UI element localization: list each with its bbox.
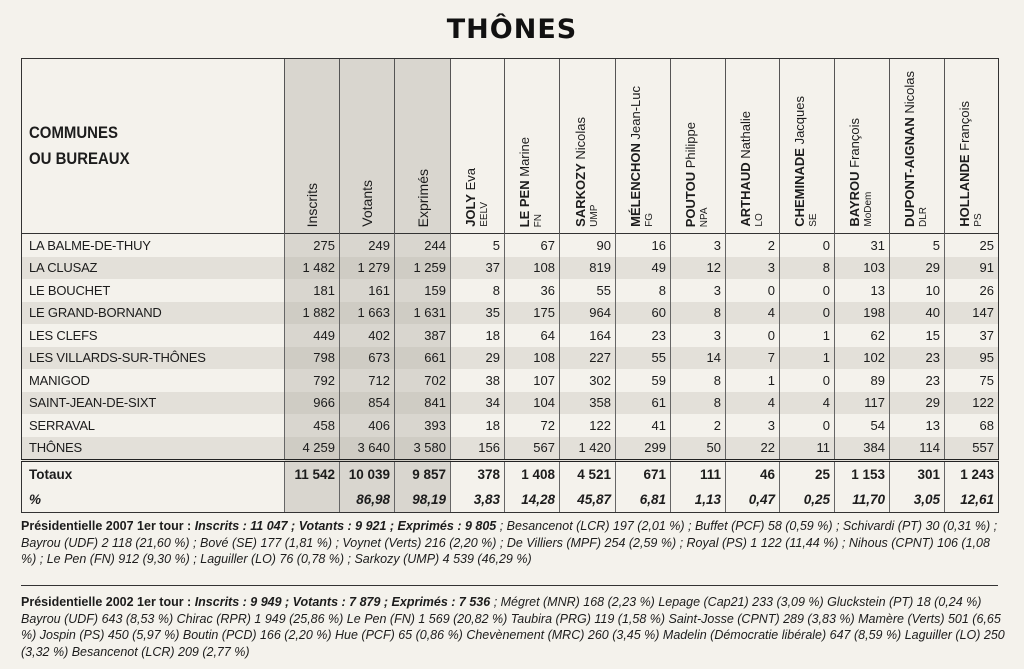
- table-cell: 37: [451, 257, 505, 280]
- table-cell: 8: [780, 257, 835, 280]
- table-cell: 10: [890, 279, 945, 302]
- totals-cell: 4 521: [560, 461, 616, 488]
- percent-label: %: [22, 487, 285, 513]
- totals-cell: 1 243: [945, 461, 999, 488]
- table-cell: 1 882: [285, 302, 340, 325]
- table-cell: 0: [780, 234, 835, 257]
- header-candidate-cheminade: CHEMINADE Jacques SE: [780, 59, 835, 234]
- table-cell: 8: [671, 392, 726, 415]
- table-cell: 67: [505, 234, 560, 257]
- commune-name: LES CLEFS: [22, 324, 285, 347]
- table-cell: 4 259: [285, 437, 340, 461]
- header-candidate-arthaud: ARTHAUD Nathalie LO: [726, 59, 780, 234]
- percent-cell: 0,47: [726, 487, 780, 513]
- table-cell: 4: [726, 302, 780, 325]
- table-cell: 114: [890, 437, 945, 461]
- commune-name: THÔNES: [22, 437, 285, 461]
- table-cell: 702: [395, 369, 451, 392]
- table-cell: 227: [560, 347, 616, 370]
- table-cell: 1: [726, 369, 780, 392]
- header-candidate-hollande: HOLLANDE François PS: [945, 59, 999, 234]
- percent-cell: 98,19: [395, 487, 451, 513]
- table-cell: 4: [780, 392, 835, 415]
- table-cell: 1 663: [340, 302, 395, 325]
- note-2007: [21, 518, 1006, 568]
- commune-name: MANIGOD: [22, 369, 285, 392]
- table-cell: 22: [726, 437, 780, 461]
- table-cell: 792: [285, 369, 340, 392]
- table-cell: 661: [395, 347, 451, 370]
- table-row: [22, 369, 999, 392]
- table-cell: 5: [451, 234, 505, 257]
- table-cell: 458: [285, 414, 340, 437]
- percent-cell: 3,83: [451, 487, 505, 513]
- note-2007-totals: Inscrits : 11 047 ; Votants : 9 921 ; Exprimés : 9 805: [194, 519, 497, 533]
- table-cell: 841: [395, 392, 451, 415]
- table-cell: 275: [285, 234, 340, 257]
- page-title: THÔNES: [446, 14, 578, 45]
- table-cell: 25: [945, 234, 999, 257]
- percent-row: [22, 487, 999, 513]
- commune-column-header: [22, 59, 285, 234]
- table-cell: 1 631: [395, 302, 451, 325]
- table-cell: 198: [835, 302, 890, 325]
- table-cell: 798: [285, 347, 340, 370]
- totals-label: Totaux: [22, 461, 285, 488]
- table-cell: 0: [780, 414, 835, 437]
- table-row: [22, 234, 999, 257]
- header-exprimes: Exprimés: [395, 59, 451, 234]
- table-cell: 34: [451, 392, 505, 415]
- table-cell: 104: [505, 392, 560, 415]
- totals-cell: 1 153: [835, 461, 890, 488]
- note-2002-totals: Inscrits : 9 949 ; Votants : 7 879 ; Exprimés : 7 536: [194, 595, 491, 609]
- table-cell: 29: [890, 257, 945, 280]
- table-row: [22, 257, 999, 280]
- table-cell: 41: [616, 414, 671, 437]
- table-cell: 8: [616, 279, 671, 302]
- commune-header-line2: OU BUREAUX: [29, 149, 130, 168]
- table-cell: 5: [890, 234, 945, 257]
- note-2002: [21, 594, 1006, 660]
- table-cell: 159: [395, 279, 451, 302]
- table-cell: 3: [726, 414, 780, 437]
- table-cell: 175: [505, 302, 560, 325]
- percent-cell: 6,81: [616, 487, 671, 513]
- table-cell: 55: [616, 347, 671, 370]
- table-cell: 14: [671, 347, 726, 370]
- table-row: [22, 392, 999, 415]
- totals-cell: 25: [780, 461, 835, 488]
- table-cell: 3 580: [395, 437, 451, 461]
- table-cell: 13: [890, 414, 945, 437]
- table-cell: 8: [451, 279, 505, 302]
- percent-cell: 12,61: [945, 487, 999, 513]
- percent-cell: 11,70: [835, 487, 890, 513]
- percent-cell: 1,13: [671, 487, 726, 513]
- totals-cell: 1 408: [505, 461, 560, 488]
- table-cell: 384: [835, 437, 890, 461]
- table-cell: 964: [560, 302, 616, 325]
- table-cell: 1 482: [285, 257, 340, 280]
- table-cell: 2: [671, 414, 726, 437]
- totals-cell: 111: [671, 461, 726, 488]
- table-cell: 156: [451, 437, 505, 461]
- table-cell: 11: [780, 437, 835, 461]
- table-cell: 75: [945, 369, 999, 392]
- table-cell: 64: [505, 324, 560, 347]
- table-cell: 29: [890, 392, 945, 415]
- percent-cell: 86,98: [340, 487, 395, 513]
- table-cell: 0: [780, 369, 835, 392]
- table-cell: 1 420: [560, 437, 616, 461]
- separator-line: [21, 585, 998, 586]
- table-cell: 90: [560, 234, 616, 257]
- table-cell: 819: [560, 257, 616, 280]
- table-cell: 8: [671, 369, 726, 392]
- table-cell: 164: [560, 324, 616, 347]
- header-candidate-le-pen: LE PEN Marine FN: [505, 59, 560, 234]
- table-cell: 18: [451, 414, 505, 437]
- table-cell: 36: [505, 279, 560, 302]
- table-cell: 854: [340, 392, 395, 415]
- table-cell: 13: [835, 279, 890, 302]
- percent-cell: 0,25: [780, 487, 835, 513]
- header-inscrits: Inscrits: [285, 59, 340, 234]
- table-row: [22, 302, 999, 325]
- header-candidate-melenchon: MÉLENCHON Jean-Luc FG: [616, 59, 671, 234]
- table-cell: 29: [451, 347, 505, 370]
- table-cell: 18: [451, 324, 505, 347]
- table-cell: 89: [835, 369, 890, 392]
- totals-cell: 11 542: [285, 461, 340, 488]
- table-cell: 1: [780, 324, 835, 347]
- totals-cell: 9 857: [395, 461, 451, 488]
- table-cell: 249: [340, 234, 395, 257]
- table-row: [22, 437, 999, 461]
- table-cell: 35: [451, 302, 505, 325]
- table-cell: 62: [835, 324, 890, 347]
- note-2007-label: Présidentielle 2007 1er tour :: [21, 519, 195, 533]
- table-row: [22, 347, 999, 370]
- commune-name: LES VILLARDS-SUR-THÔNES: [22, 347, 285, 370]
- commune-name: SAINT-JEAN-DE-SIXT: [22, 392, 285, 415]
- table-cell: 50: [671, 437, 726, 461]
- table-cell: 0: [726, 279, 780, 302]
- table-cell: 122: [560, 414, 616, 437]
- table-cell: 8: [671, 302, 726, 325]
- totals-cell: 46: [726, 461, 780, 488]
- table-cell: 1 259: [395, 257, 451, 280]
- totals-row: [22, 461, 999, 488]
- table-cell: 12: [671, 257, 726, 280]
- table-cell: 107: [505, 369, 560, 392]
- table-cell: 23: [890, 347, 945, 370]
- table-cell: 2: [726, 234, 780, 257]
- percent-cell: [285, 487, 340, 513]
- table-cell: 68: [945, 414, 999, 437]
- table-cell: 449: [285, 324, 340, 347]
- header-candidate-sarkozy: SARKOZY Nicolas UMP: [560, 59, 616, 234]
- table-cell: 3: [671, 234, 726, 257]
- table-cell: 108: [505, 257, 560, 280]
- table-cell: 673: [340, 347, 395, 370]
- header-candidate-dupont-aignan: DUPONT-AIGNAN Nicolas DLR: [890, 59, 945, 234]
- table-cell: 37: [945, 324, 999, 347]
- table-cell: 60: [616, 302, 671, 325]
- commune-name: LA CLUSAZ: [22, 257, 285, 280]
- table-cell: 147: [945, 302, 999, 325]
- table-cell: 0: [780, 279, 835, 302]
- results-table: [21, 58, 999, 513]
- commune-name: LE GRAND-BORNAND: [22, 302, 285, 325]
- note-2002-text: ; Mégret (MNR) 168 (2,23 %) Lepage (Cap21) 233 (3,09 %) Gluckstein (PT) 18 (0,24 %) Bayrou (UDF) 643 (8,53 %) Chirac (RPR) 1 949 (25,86 %) Le Pen (FN) 1 569 (20,82 %) Taubira (PRG) 119 (1,58 %) Saint-Josse (CPNT) 289 (3,83 %) Mamère (Verts) 501 (6,65 %) Jospin (PS) 450 (5,97 %) Boutin (PCD) 166 (2,20 %) Hue (PCF) 65 (0,86 %) Chevènement (MRC) 260 (3,45 %) Madelin (Démocratie libérale) 647 (8,59 %) Laguiller (LO) 250 (3,32 %) Besancenot (LCR) 209 (2,77 %): [21, 595, 1005, 659]
- table-cell: 40: [890, 302, 945, 325]
- table-cell: 244: [395, 234, 451, 257]
- table-cell: 1 279: [340, 257, 395, 280]
- table-cell: 3: [671, 279, 726, 302]
- table-cell: 4: [726, 392, 780, 415]
- table-cell: 59: [616, 369, 671, 392]
- table-cell: 72: [505, 414, 560, 437]
- table-cell: 402: [340, 324, 395, 347]
- table-cell: 387: [395, 324, 451, 347]
- table-cell: 55: [560, 279, 616, 302]
- totals-cell: 378: [451, 461, 505, 488]
- table-cell: 966: [285, 392, 340, 415]
- commune-name: SERRAVAL: [22, 414, 285, 437]
- table-cell: 108: [505, 347, 560, 370]
- table-cell: 181: [285, 279, 340, 302]
- table-cell: 358: [560, 392, 616, 415]
- totals-cell: 10 039: [340, 461, 395, 488]
- table-cell: 117: [835, 392, 890, 415]
- table-cell: 95: [945, 347, 999, 370]
- table-cell: 1: [780, 347, 835, 370]
- table-cell: 161: [340, 279, 395, 302]
- table-cell: 23: [890, 369, 945, 392]
- table-row: [22, 279, 999, 302]
- table-cell: 3 640: [340, 437, 395, 461]
- table-cell: 406: [340, 414, 395, 437]
- table-row: [22, 324, 999, 347]
- table-cell: 299: [616, 437, 671, 461]
- note-2007-text: ; Besancenot (LCR) 197 (2,01 %) ; Buffet (PCF) 58 (0,59 %) ; Schivardi (PT) 30 (0,31 %) ; Bayrou (UDF) 2 118 (21,60 %) ; Bové (SE) 177 (1,81 %) ; Voynet (Verts) 216 (2,20 %) ; De Villiers (MPF) 254 (2,59 %) ; Royal (PS) 1 122 (11,44 %) ; Nihous (CPNT) 106 (1,08 %) ; Le Pen (FN) 912 (9,30 %) ; Laguiller (LO) 76 (0,78 %) ; Sarkozy (UMP) 4 539 (46,29 %): [21, 519, 998, 566]
- table-cell: 712: [340, 369, 395, 392]
- table-cell: 49: [616, 257, 671, 280]
- table-cell: 54: [835, 414, 890, 437]
- totals-cell: 301: [890, 461, 945, 488]
- table-cell: 0: [726, 324, 780, 347]
- percent-cell: 14,28: [505, 487, 560, 513]
- note-2002-label: Présidentielle 2002 1er tour :: [21, 595, 195, 609]
- table-cell: 15: [890, 324, 945, 347]
- table-cell: 102: [835, 347, 890, 370]
- table-cell: 0: [780, 302, 835, 325]
- table-cell: 557: [945, 437, 999, 461]
- table-cell: 7: [726, 347, 780, 370]
- table-cell: 31: [835, 234, 890, 257]
- table-cell: 16: [616, 234, 671, 257]
- table-cell: 567: [505, 437, 560, 461]
- header-candidate-joly: JOLY Eva EELV: [451, 59, 505, 234]
- table-cell: 393: [395, 414, 451, 437]
- table-cell: 61: [616, 392, 671, 415]
- commune-name: LE BOUCHET: [22, 279, 285, 302]
- table-cell: 26: [945, 279, 999, 302]
- header-votants: Votants: [340, 59, 395, 234]
- table-row: [22, 414, 999, 437]
- table-cell: 122: [945, 392, 999, 415]
- commune-name: LA BALME-DE-THUY: [22, 234, 285, 257]
- totals-cell: 671: [616, 461, 671, 488]
- header-candidate-poutou: POUTOU Philippe NPA: [671, 59, 726, 234]
- table-cell: 103: [835, 257, 890, 280]
- header-row: [22, 59, 999, 234]
- table-cell: 38: [451, 369, 505, 392]
- table-cell: 3: [726, 257, 780, 280]
- table-cell: 302: [560, 369, 616, 392]
- percent-cell: 3,05: [890, 487, 945, 513]
- percent-cell: 45,87: [560, 487, 616, 513]
- table-cell: 3: [671, 324, 726, 347]
- table-cell: 23: [616, 324, 671, 347]
- table-body: [22, 234, 999, 461]
- table-cell: 91: [945, 257, 999, 280]
- header-candidate-bayrou: BAYROU François MoDem: [835, 59, 890, 234]
- commune-header-line1: COMMUNES: [29, 123, 118, 142]
